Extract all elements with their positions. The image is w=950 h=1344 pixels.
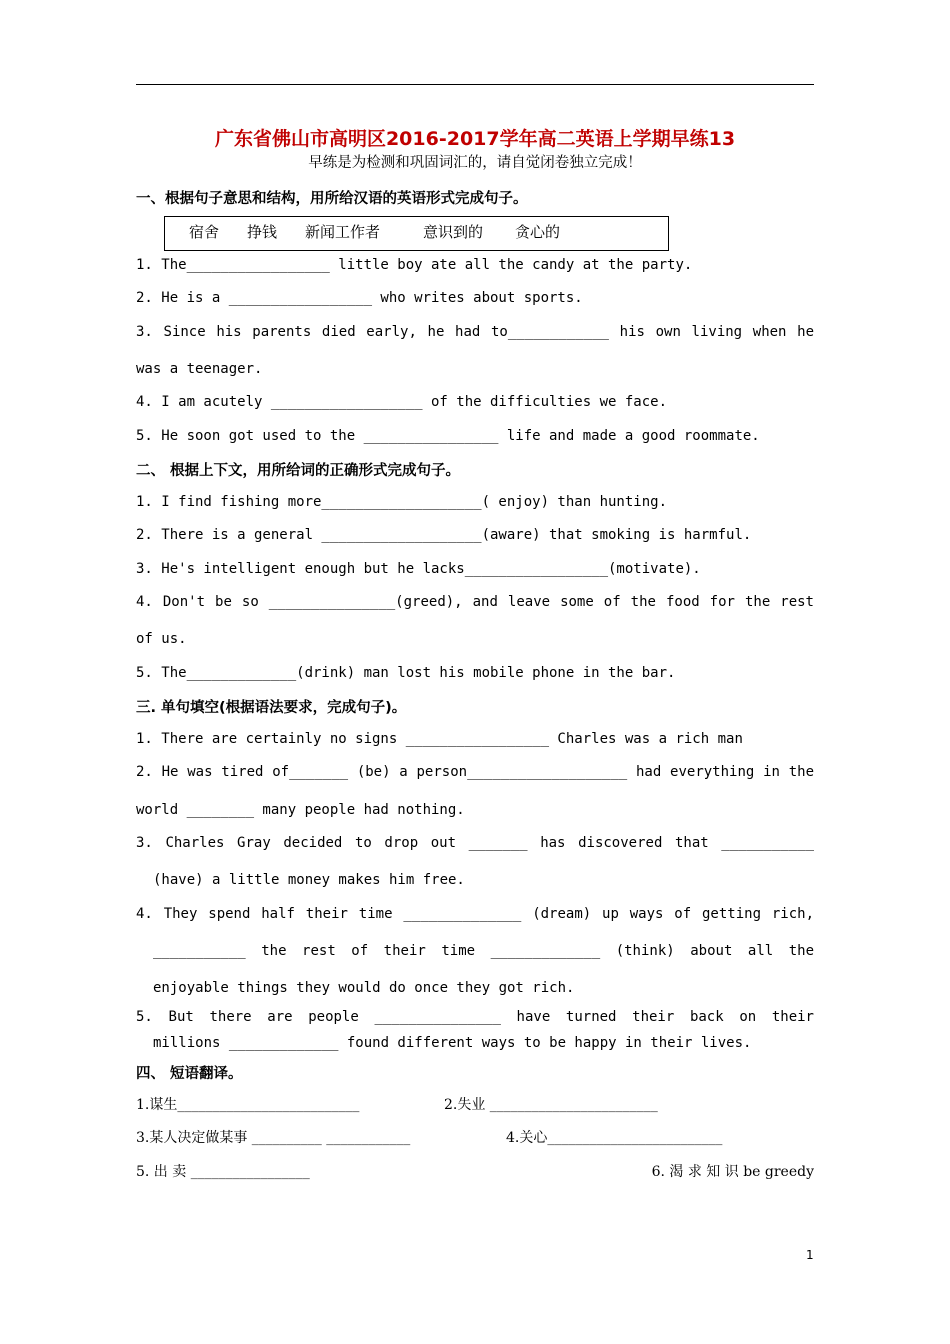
phrase-item: 1.谋生__________________________ (136, 1097, 360, 1113)
word-bank-item: 新闻工作者 (305, 223, 381, 241)
s1-line: 2. He is a _________________ who writes about sports. (136, 290, 583, 306)
s2-line: 5. The_____________(drink) man lost his mobile phone in the bar. (136, 665, 676, 681)
s3-line: 4. They spend half their time ______________ (dream) up ways of getting rich, (136, 906, 814, 922)
word-bank-item: 挣钱 (247, 223, 278, 241)
phrase-item: 4.关心_________________________ (506, 1130, 723, 1146)
phrase-item: 6. 渴 求 知 识 be greedy (651, 1164, 814, 1180)
word-bank-item: 意识到的 (423, 223, 484, 241)
s1-line: 4. I am acutely __________________ of the difficulties we face. (136, 394, 668, 410)
word-bank-box (164, 216, 669, 251)
s3-line: enjoyable things they would do once they got rich. (153, 980, 575, 996)
word-bank-item: 贪心的 (515, 223, 561, 241)
s2-line: 2. There is a general ___________________(aware) that smoking is harmful. (136, 527, 752, 543)
s2-line: of us. (136, 631, 187, 647)
s1-line: was a teenager. (136, 361, 263, 377)
s2-line: 4. Don't be so _______________(greed), and leave some of the food for the rest (136, 594, 814, 610)
page-title: 广东省佛山市高明区2016-2017学年高二英语上学期早练13 (214, 128, 736, 150)
s3-line: (have) a little money makes him free. (153, 872, 465, 888)
phrase-item: 5. 出 卖 _________________ (136, 1164, 310, 1180)
s3-line: ___________ the rest of their time _____________ (think) about all the (153, 943, 814, 959)
s2-line: 1. I find fishing more___________________( enjoy) than hunting. (136, 494, 668, 510)
phrase-item: 2.失业 ________________________ (444, 1097, 658, 1113)
section-3-heading: 三. 单句填空(根据语法要求，完成句子)。 (136, 700, 407, 716)
section-4-heading: 四、 短语翻译。 (136, 1066, 243, 1082)
word-bank-item: 宿舍 (189, 223, 220, 241)
section-2-heading: 二、 根据上下文，用所给词的正确形式完成句子。 (136, 463, 461, 479)
header-rule (136, 84, 814, 85)
s3-line: 3. Charles Gray decided to drop out _______ has discovered that ___________ (136, 835, 814, 851)
page-number: 1 (806, 1248, 814, 1262)
s3-line: 2. He was tired of_______ (be) a person___________________ had everything in the (136, 764, 814, 780)
s1-line: 3. Since his parents died early, he had to____________ his own living when he (136, 324, 814, 340)
s3-line: world ________ many people had nothing. (136, 802, 465, 818)
s2-line: 3. He's intelligent enough but he lacks_________________(motivate). (136, 561, 701, 577)
s3-line: millions _____________ found different ways to be happy in their lives. (153, 1035, 752, 1051)
phrase-item: 3.某人决定做某事 __________ ____________ (136, 1130, 411, 1146)
s3-line: 5. But there are people _______________ have turned their back on their (136, 1009, 814, 1025)
section-1-heading: 一、根据句子意思和结构，用所给汉语的英语形式完成句子。 (136, 191, 528, 207)
s1-line: 1. The_________________ little boy ate all the candy at the party. (136, 257, 693, 273)
s1-line: 5. He soon got used to the ________________ life and made a good roommate. (136, 428, 760, 444)
s3-line: 1. There are certainly no signs _________________ Charles was a rich man (136, 731, 743, 747)
page-subtitle: 早练是为检测和巩固词汇的，请自觉闭卷独立完成！ (308, 155, 642, 171)
